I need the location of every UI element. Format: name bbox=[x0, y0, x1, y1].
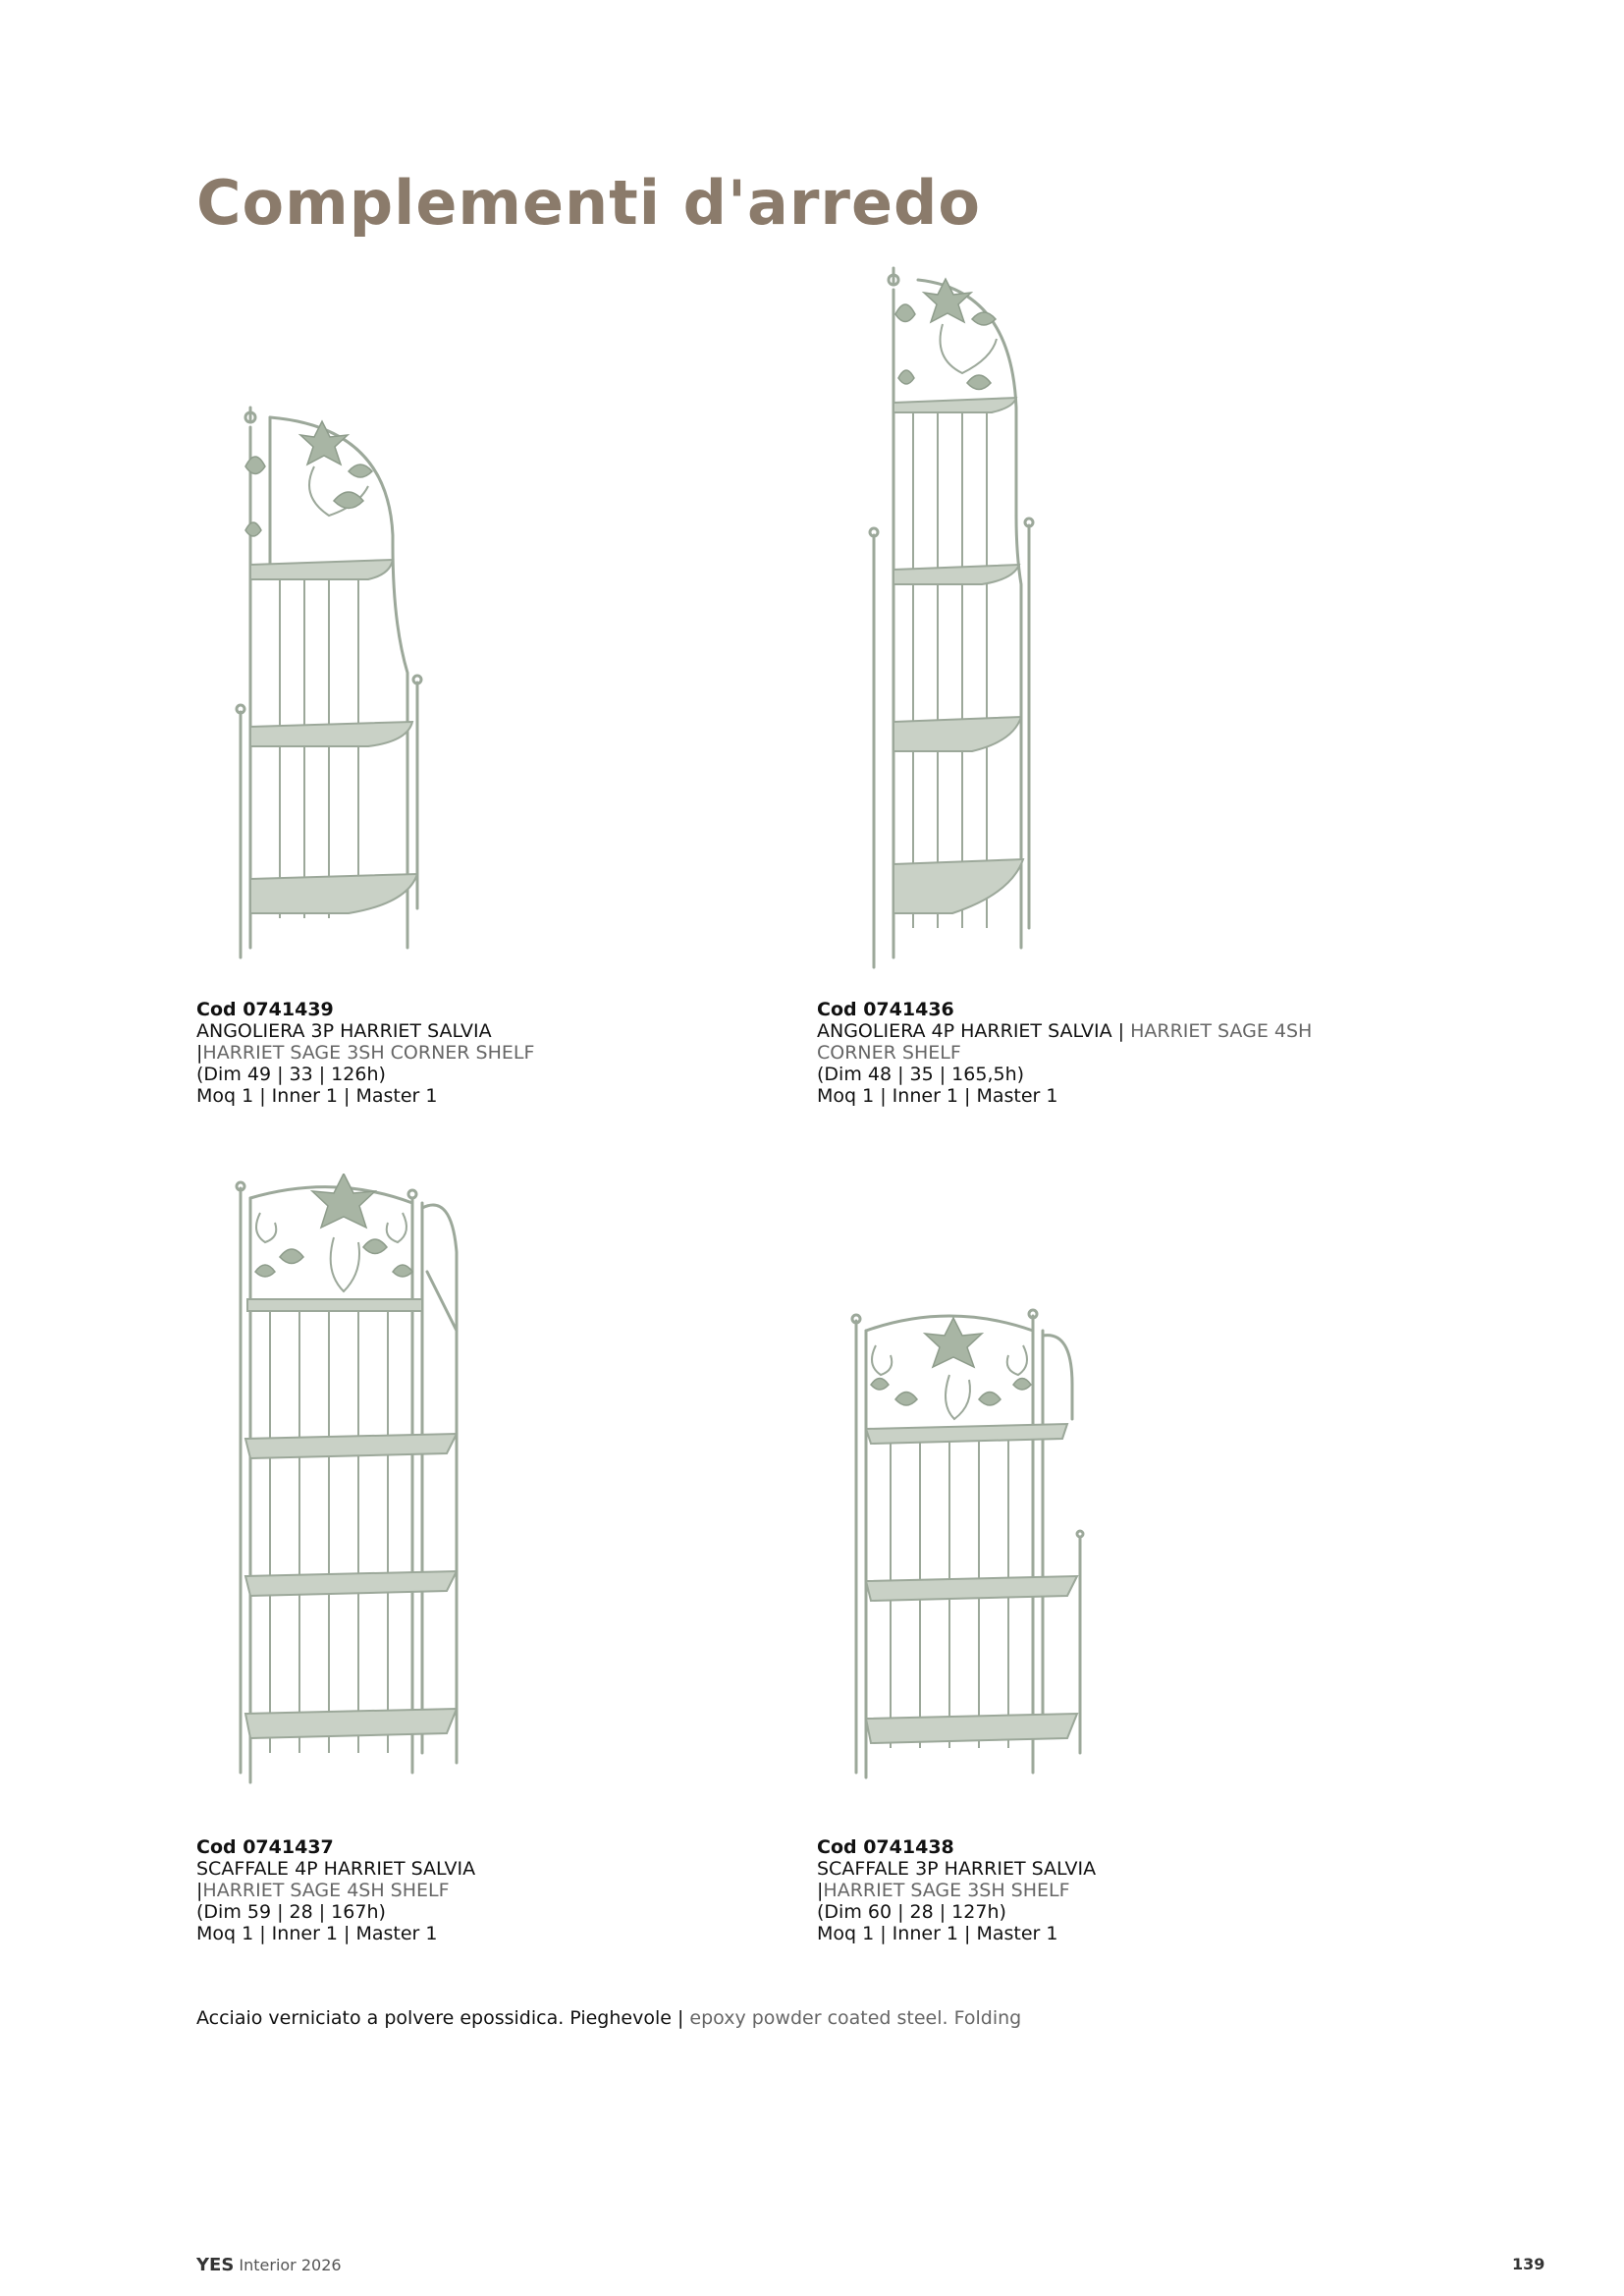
product-name-en: HARRIET SAGE 3SH SHELF bbox=[823, 1880, 1070, 1901]
name-separator: | bbox=[1111, 1020, 1131, 1042]
name-separator: | bbox=[196, 1880, 203, 1901]
product-image-0741439 bbox=[221, 398, 437, 967]
product-moq: Moq 1 | Inner 1 | Master 1 bbox=[196, 1085, 438, 1107]
product-dimensions: (Dim 59 | 28 | 167h) bbox=[196, 1901, 386, 1923]
product-name-it: SCAFFALE 4P HARRIET SALVIA bbox=[196, 1858, 476, 1880]
product-moq: Moq 1 | Inner 1 | Master 1 bbox=[196, 1923, 438, 1944]
material-footnote bbox=[196, 2007, 1021, 2029]
product-name-it: ANGOLIERA 4P HARRIET SALVIA bbox=[817, 1020, 1112, 1042]
product-code: Cod 0741439 bbox=[196, 999, 334, 1020]
product-name-en: HARRIET SAGE 3SH CORNER SHELF bbox=[202, 1042, 535, 1064]
product-dimensions: (Dim 60 | 28 | 127h) bbox=[817, 1901, 1006, 1923]
product-info-0741436 bbox=[817, 999, 1327, 1107]
product-name-en: HARRIET SAGE 4SH CORNER SHELF bbox=[817, 1020, 1313, 1064]
brand-logo: YES bbox=[196, 2255, 235, 2275]
product-moq: Moq 1 | Inner 1 | Master 1 bbox=[817, 1085, 1058, 1107]
page-number: 139 bbox=[1512, 2255, 1545, 2273]
name-separator: | bbox=[196, 1042, 203, 1064]
product-code: Cod 0741437 bbox=[196, 1836, 334, 1858]
product-name-it: ANGOLIERA 3P HARRIET SALVIA bbox=[196, 1020, 492, 1042]
product-moq: Moq 1 | Inner 1 | Master 1 bbox=[817, 1923, 1058, 1944]
product-code: Cod 0741438 bbox=[817, 1836, 954, 1858]
catalog-name: Interior 2026 bbox=[234, 2256, 342, 2274]
product-image-0741438 bbox=[846, 1306, 1092, 1797]
product-name-en: HARRIET SAGE 4SH SHELF bbox=[202, 1880, 450, 1901]
product-info-0741438 bbox=[817, 1836, 1327, 1944]
name-separator: | bbox=[817, 1880, 824, 1901]
product-dimensions: (Dim 49 | 33 | 126h) bbox=[196, 1064, 386, 1085]
product-image-0741436 bbox=[844, 260, 1041, 977]
product-image-0741437 bbox=[226, 1174, 481, 1792]
product-info-0741437 bbox=[196, 1836, 707, 1944]
product-info-0741439 bbox=[196, 999, 707, 1107]
product-name-it: SCAFFALE 3P HARRIET SALVIA bbox=[817, 1858, 1097, 1880]
product-dimensions: (Dim 48 | 35 | 165,5h) bbox=[817, 1064, 1025, 1085]
product-code: Cod 0741436 bbox=[817, 999, 954, 1020]
footnote-english: epoxy powder coated steel. Folding bbox=[689, 2007, 1022, 2029]
page-title: Complementi d'arredo bbox=[196, 167, 982, 239]
footnote-separator: | bbox=[671, 2007, 690, 2029]
footnote-italian: Acciaio verniciato a polvere epossidica. Pieghevole bbox=[196, 2007, 672, 2029]
footer-brand bbox=[196, 2255, 342, 2275]
